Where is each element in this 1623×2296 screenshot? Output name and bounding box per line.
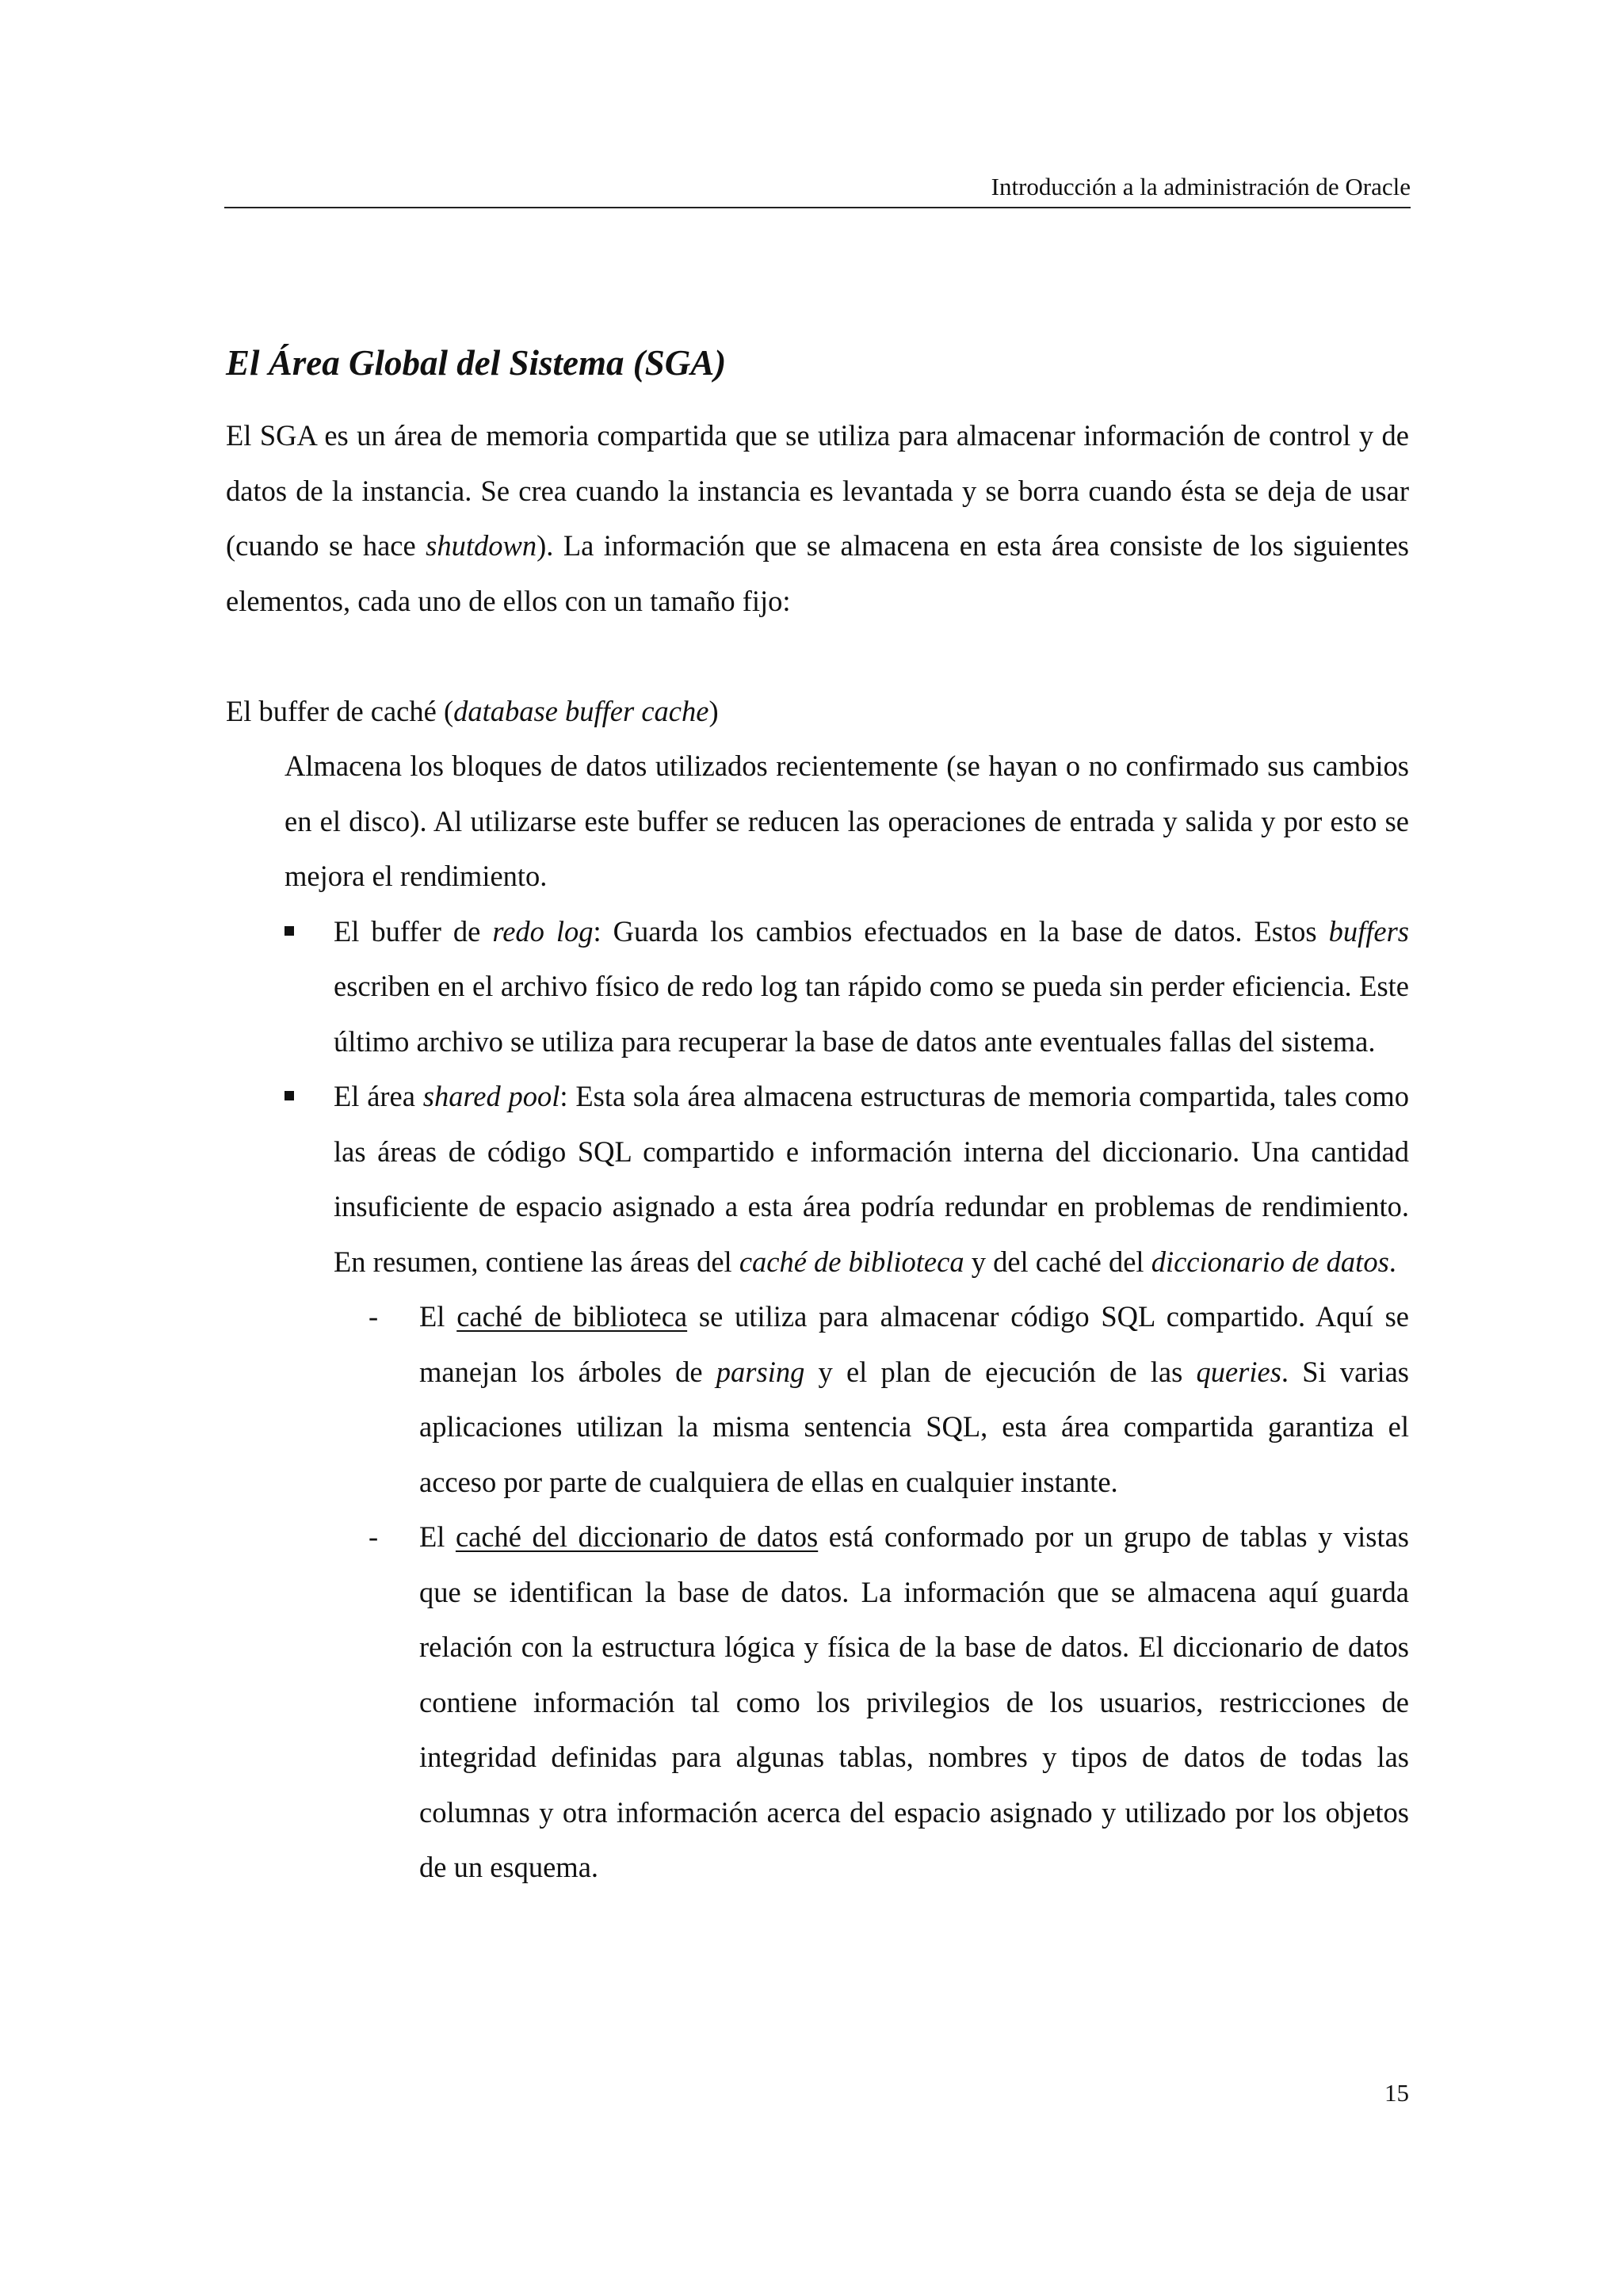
sga-components-list bbox=[226, 904, 1409, 1895]
buffer-cache-description: Almacena los bloques de datos utilizados recientemente (se hayan o no confirmado sus cambios en el disco). Al utilizarse este buffer se reducen las operaciones de entrada y salida y por esto se mejora el rendimiento. bbox=[285, 749, 1409, 892]
buffer-cache-heading bbox=[226, 684, 1409, 739]
shared-pool-text-2: : Esta sola área almacena estructuras de memoria compartida, tales como las áreas de código SQL compartido e información interna del diccionario. Una cantidad insuficiente de espacio asignado a esta área podría redundar en problemas de rendimiento. En resumen, contiene las áreas del bbox=[334, 1080, 1409, 1278]
buffer-cache-heading-start: El buffer de caché ( bbox=[226, 694, 454, 727]
library-cache-text-4: . Si varias aplicaciones utilizan la misma sentencia SQL, esta área compartida garantiza el acceso por parte de cualquiera de ellas en cualquier instante. bbox=[419, 1355, 1409, 1498]
library-cache-text-3: y el plan de ejecución de las bbox=[804, 1355, 1197, 1388]
shared-pool-text-3: y del caché del bbox=[964, 1245, 1151, 1278]
square-bullet-icon bbox=[285, 1091, 294, 1100]
redo-log-paragraph bbox=[334, 904, 1409, 1070]
redo-log-text-2: : Guarda los cambios efectuados en la base de datos. Estos bbox=[593, 914, 1329, 948]
sublist-item-dictionary-cache bbox=[369, 1509, 1410, 1895]
buffer-cache-heading-term: database buffer cache bbox=[453, 694, 709, 727]
buffers-term: buffers bbox=[1328, 914, 1409, 948]
parsing-term: parsing bbox=[716, 1355, 805, 1388]
dash-bullet: - bbox=[369, 1520, 379, 1553]
shared-pool-sublist bbox=[334, 1289, 1409, 1895]
library-cache-text-2: se utiliza para almacenar código SQL compartido. Aquí se manejan los árboles de bbox=[419, 1300, 1409, 1388]
page-number: 15 bbox=[1384, 2079, 1409, 2107]
header-rule bbox=[224, 207, 1411, 208]
page-body bbox=[226, 408, 1409, 1895]
redo-log-text-3: escriben en el archivo físico de redo log tan rápido como se pueda sin perder eficiencia. Este último archivo se utiliza para recuperar la base de datos ante eventuales fallas del sistema. bbox=[334, 970, 1409, 1058]
library-cache-paragraph bbox=[419, 1289, 1409, 1509]
running-header: Introducción a la administración de Oracle bbox=[991, 173, 1411, 200]
intro-text-1: El SGA es un área de memoria compartida que se utiliza para almacenar información de control y de datos de la instancia. Se crea cuando la instancia es levantada y se borra cuando ésta se deja de usar (cuando se hace bbox=[226, 419, 1409, 562]
dictionary-cache-paragraph bbox=[419, 1509, 1409, 1895]
shared-pool-paragraph bbox=[334, 1069, 1409, 1289]
square-bullet-icon bbox=[285, 926, 294, 936]
queries-term: queries bbox=[1196, 1355, 1281, 1388]
data-dictionary-term: diccionario de datos bbox=[1151, 1245, 1389, 1278]
library-cache-term: caché de biblioteca bbox=[739, 1245, 964, 1278]
section-title: El Área Global del Sistema (SGA) bbox=[226, 343, 727, 383]
intro-term-shutdown: shutdown bbox=[426, 529, 537, 562]
shared-pool-term: shared pool bbox=[422, 1080, 560, 1112]
buffer-cache-heading-end: ) bbox=[708, 694, 719, 727]
redo-log-text-1: El buffer de bbox=[334, 914, 493, 948]
library-cache-text-1: El bbox=[419, 1300, 457, 1333]
intro-paragraph bbox=[226, 408, 1409, 628]
shared-pool-text-4: . bbox=[1388, 1245, 1396, 1278]
list-item-shared-pool bbox=[334, 1069, 1409, 1895]
dictionary-cache-text-1: El bbox=[419, 1520, 456, 1553]
sublist-item-library-cache bbox=[369, 1289, 1409, 1509]
intro-text-2: ). La información que se almacena en esta área consiste de los siguientes elementos, cada uno de ellos con un tamaño fijo: bbox=[226, 529, 1410, 617]
list-item-redo-log bbox=[334, 904, 1409, 1070]
redo-log-term: redo log bbox=[492, 914, 594, 948]
library-cache-underlined-term: caché de biblioteca bbox=[456, 1300, 688, 1333]
dictionary-cache-underlined-term: caché del diccionario de datos bbox=[455, 1520, 819, 1553]
dash-bullet: - bbox=[369, 1300, 379, 1333]
shared-pool-text-1: El área bbox=[334, 1080, 423, 1112]
dictionary-cache-text-2: está conformado por un grupo de tablas y vistas que se identifican la base de datos. La información que se almacena aquí guarda relación con la estructura lógica y física de la base de datos. El diccionario de datos contiene información tal como los privilegios de los usuarios, restricciones de integridad definidas para algunas tablas, nombres y tipos de datos de todas las columnas y otra información acerca del espacio asignado y utilizado por los objetos de un esquema. bbox=[419, 1520, 1410, 1883]
